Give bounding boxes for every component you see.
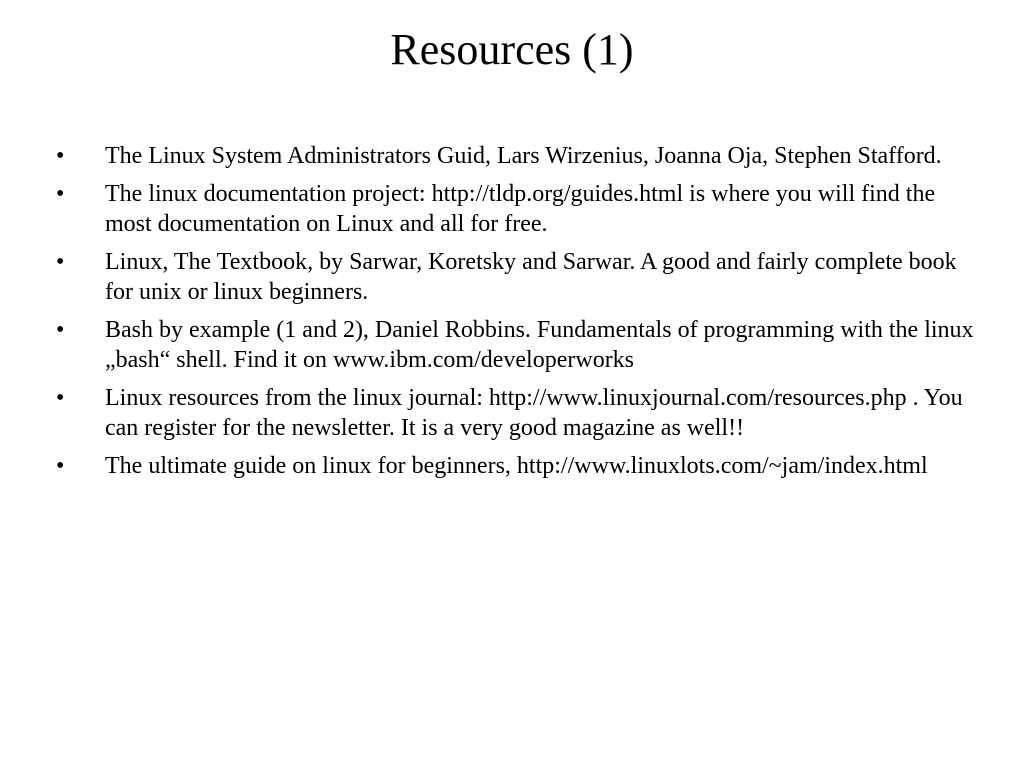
bullet-text: The ultimate guide on linux for beginners, http://www.linuxlots.com/~jam/index.html: [105, 453, 928, 479]
bullet-text: Linux, The Textbook, by Sarwar, Koretsky and Sarwar. A good and fairly complete book for unix or linux beginners.: [105, 249, 957, 305]
slide-title: Resources (1): [390, 25, 634, 74]
bullet-icon: •: [56, 143, 65, 169]
bullet-icon: •: [56, 249, 65, 275]
bullet-text: The linux documentation project: http://tldp.org/guides.html is where you will find the most documentation on Linux and all for free.: [105, 181, 936, 237]
bullet-text: The Linux System Administrators Guid, Lars Wirzenius, Joanna Oja, Stephen Stafford.: [105, 143, 942, 169]
bullet-icon: •: [56, 181, 65, 207]
list-item: [56, 247, 981, 307]
bullet-icon: •: [56, 385, 65, 411]
list-item: [56, 383, 981, 443]
bullet-list: [56, 141, 981, 489]
bullet-icon: •: [56, 317, 65, 343]
bullet-icon: •: [56, 453, 65, 479]
list-item: [56, 315, 981, 375]
list-item: [56, 451, 981, 481]
bullet-text: Linux resources from the linux journal: http://www.linuxjournal.com/resources.php . You can register for the newsletter. It is a very good magazine as well!!: [105, 385, 963, 441]
list-item: [56, 141, 981, 171]
bullet-text: Bash by example (1 and 2), Daniel Robbins. Fundamentals of programming with the linux „bash“ shell. Find it on www.ibm.com/developerworks: [105, 317, 974, 373]
list-item: [56, 179, 981, 239]
